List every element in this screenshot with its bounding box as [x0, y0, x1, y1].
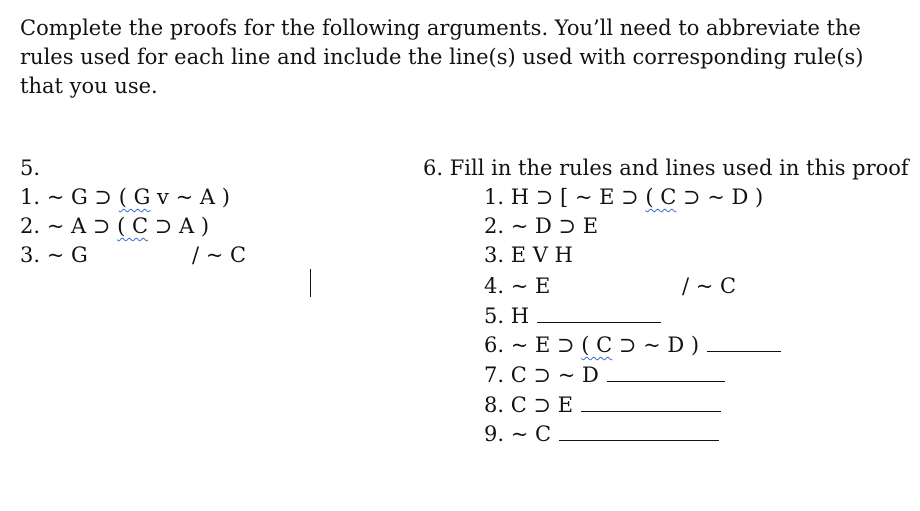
proof-6-line-7 [484, 363, 725, 386]
proof-5-line-3 [20, 245, 88, 266]
proof-5-number: 5. [20, 156, 41, 180]
line-text: 9. ~ C [484, 422, 552, 446]
proof-6-line-5 [484, 304, 661, 327]
line-text: 1. ~ G ⊃ [20, 185, 119, 209]
rule-blank[interactable] [537, 304, 661, 323]
line-text: 6. ~ E ⊃ [484, 333, 582, 357]
line-text-flagged: ( C [117, 214, 149, 238]
line-text: 7. C ⊃ ~ D [484, 363, 599, 387]
proof-6-line-8 [484, 393, 721, 416]
proof-6-line-2 [484, 216, 598, 237]
line-text: 2. ~ D ⊃ E [484, 214, 599, 238]
proof-5-conclusion: / ~ C [192, 243, 247, 267]
proof-5-line-2 [20, 216, 209, 237]
line-text: ⊃ ~ D ) [612, 333, 700, 357]
line-text: 3. E V H [484, 243, 573, 267]
line-text: 1. H ⊃ [ ~ E ⊃ [484, 185, 646, 209]
proof-6-line-6 [484, 333, 781, 356]
proof-5-line-1 [20, 187, 230, 208]
line-text: ⊃ A ) [148, 214, 210, 238]
proof-6-line-3 [484, 245, 573, 266]
line-text: 8. C ⊃ E [484, 393, 574, 417]
rule-blank[interactable] [559, 422, 719, 441]
line-text: 4. ~ E [484, 274, 551, 298]
proof-6-line-1 [484, 187, 763, 208]
proof-6-heading: 6. Fill in the rules and lines used in this proof [423, 156, 909, 180]
rule-blank[interactable] [707, 333, 781, 352]
instructions-paragraph: Complete the proofs for the following arguments. You’ll need to abbreviate the rules used for each line and include the line(s) used with corresponding rule(s) that you use. [20, 16, 864, 98]
rule-blank[interactable] [581, 393, 721, 412]
line-text: ⊃ ~ D ) [676, 185, 764, 209]
line-text: v ~ A ) [150, 185, 230, 209]
line-text-flagged: ( C [645, 185, 677, 209]
proof-6-line-9 [484, 422, 719, 445]
line-text-flagged: ( C [581, 333, 613, 357]
proof-6-conclusion: / ~ C [682, 274, 737, 298]
line-text-flagged: ( G [118, 185, 151, 209]
line-text: 3. ~ G [20, 243, 88, 267]
rule-blank[interactable] [607, 363, 725, 382]
line-text: 5. H [484, 304, 530, 328]
line-text: 2. ~ A ⊃ [20, 214, 118, 238]
proof-6-line-4 [484, 276, 550, 297]
text-cursor [310, 269, 311, 297]
